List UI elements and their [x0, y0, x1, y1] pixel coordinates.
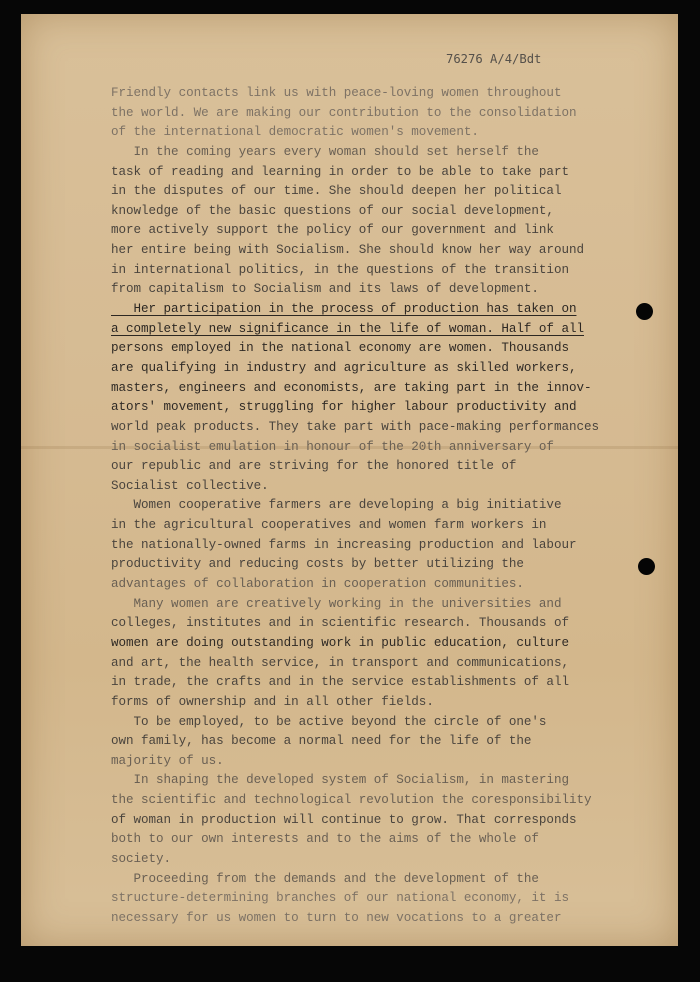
text-line: advantages of collaboration in cooperation communities. — [111, 577, 524, 592]
text-line: both to our own interests and to the aims of the whole of — [111, 832, 539, 847]
text-line: society. — [111, 851, 172, 866]
text-line: own family, has become a normal need for the life of the — [111, 734, 532, 749]
text-line: forms of ownership and in all other fields. — [111, 694, 434, 709]
text-line: in the agricultural cooperatives and women farm workers in — [111, 518, 547, 533]
document-reference-number: 76276 A/4/Bdt — [446, 52, 542, 66]
text-line: masters, engineers and economists, are taking part in the innov- — [111, 380, 592, 395]
text-line: persons employed in the national economy are women. Thousands — [111, 341, 569, 356]
text-line: structure-determining branches of our national economy, it is — [111, 891, 569, 906]
document-body-text — [111, 84, 599, 929]
text-line: in socialist emulation in honour of the 20th anniversary of — [111, 439, 554, 454]
text-line: in trade, the crafts and in the service establishments of all — [111, 675, 569, 690]
text-line: ators' movement, struggling for higher labour productivity and — [111, 400, 577, 415]
text-line: Her participation in the process of production has taken on — [111, 302, 577, 317]
text-line: a completely new significance in the life of woman. Half of all — [111, 321, 584, 336]
punch-hole-top — [636, 303, 653, 320]
text-line: Many women are creatively working in the universities and — [111, 596, 562, 611]
text-line: colleges, institutes and in scientific research. Thousands of — [111, 616, 569, 631]
text-line: from capitalism to Socialism and its laws of development. — [111, 282, 539, 297]
text-line: world peak products. They take part with pace-making performances — [111, 419, 599, 434]
text-line: in international politics, in the questions of the transition — [111, 262, 569, 277]
text-line: the scientific and technological revolution the coresponsibility — [111, 793, 592, 808]
text-line: the world. We are making our contribution to the consolidation — [111, 105, 577, 120]
text-line: and art, the health service, in transport and communications, — [111, 655, 569, 670]
text-line: the nationally-owned farms in increasing production and labour — [111, 537, 577, 552]
text-line: Women cooperative farmers are developing a big initiative — [111, 498, 562, 513]
text-line: more actively support the policy of our government and link — [111, 223, 554, 238]
text-line: In the coming years every woman should set herself the — [111, 144, 539, 159]
text-line: task of reading and learning in order to be able to take part — [111, 164, 569, 179]
text-line: of woman in production will continue to grow. That corresponds — [111, 812, 577, 827]
text-line: are qualifying in industry and agriculture as skilled workers, — [111, 360, 577, 375]
text-line: necessary for us women to turn to new vocations to a greater — [111, 910, 562, 925]
text-line: Friendly contacts link us with peace-loving women throughout — [111, 86, 562, 100]
text-line: her entire being with Socialism. She should know her way around — [111, 243, 584, 258]
text-line: our republic and are striving for the honored title of — [111, 459, 517, 474]
text-line: productivity and reducing costs by better utilizing the — [111, 557, 524, 572]
text-line: in the disputes of our time. She should deepen her political — [111, 184, 562, 199]
text-line: Proceeding from the demands and the development of the — [111, 871, 539, 886]
text-line: women are doing outstanding work in public education, culture — [111, 635, 569, 650]
text-line: Socialist collective. — [111, 478, 269, 493]
text-line: majority of us. — [111, 753, 224, 768]
punch-hole-bottom — [638, 558, 655, 575]
text-line: of the international democratic women's movement. — [111, 125, 479, 140]
text-line: To be employed, to be active beyond the circle of one's — [111, 714, 547, 729]
text-line: In shaping the developed system of Socialism, in mastering — [111, 773, 569, 788]
text-line: knowledge of the basic questions of our social development, — [111, 203, 554, 218]
